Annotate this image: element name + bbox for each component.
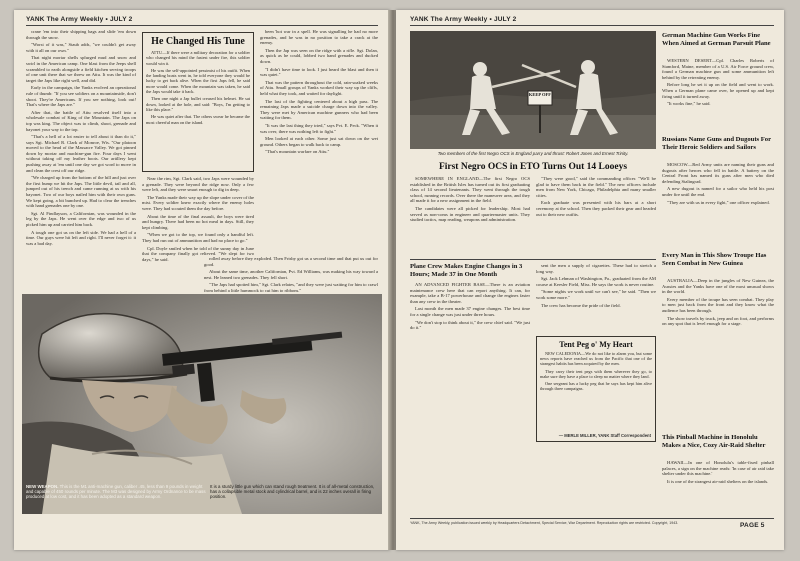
paragraph: Near the rim, Sgt. Clark said, two Japs were wounded by a grenade. They were beyond the ridge now. Only a few were left, and they were smart enough to dig in deep. [142,176,254,193]
caption-text: This is the M1 anti-machine gun, caliber .45, less than 9 pounds in weight and capable of 450 rounds per minute. The M3 was designed by Army Ordnance to be mass produced at low cost, and it has been adopted as a standard weapon. [26,484,206,500]
paragraph: That was the pattern throughout the cold, rain-soaked weeks of Attu. Small groups of Yanks worked their way up the cliffs, held what they took, and waited for daylight. [260,79,378,96]
photo-side-caption: It is a sturdy little gun which can stand rough treatment. It is of all-metal construction, has a collapsible metal stock and cylindrical barrel, and is 22 inches overall in firing position. [210,484,375,500]
paragraph: been 'hot war in a spell. He was signalling he had no more grenades, and he was in no position to take a crack at the enemy. [260,29,378,46]
paragraph: MOSCOW—Red Army units are naming their guns and dugouts after heroes who fell in battle. A battery on the Central Front has named its guns after men who died defending Stalingrad. [662,162,774,184]
paragraph: One sergeant has a lucky peg that he says has kept him alive through three campaigns. [540,381,652,392]
section-rule [410,259,656,260]
plane-column [410,282,530,512]
pinball-column [662,460,774,516]
paragraph: That night mortar shells splurged mud and snow and swirl in the American camp. One blast from the Jeeps shell scrambled to earth alongside a field kitchen serving troops of one unit there that we threw on Attu. It was the kind of target the Japs like right well, and did. [26,55,136,83]
paragraph: About the same time, another Californian, Pvt. Ed Williams, was making his way toward a nest. He leaned two grenades. They fell short. [204,269,378,280]
paragraph: "We charged up from the bottom of the hill and just over the first bump we hit the Japs. The little devil, tail and all, jumped out of his trench and came running at us with his bayonet. Two of our boys nailed him with their own guns. We kept going, a bit bunched up. Had to clear the trenches with hand grenades one by one. [26,175,136,209]
paragraph: NEW CALEDONIA—We do not like to alarm you, but some news reports have reached us from the Pacific that one of the strangest habits has been acquired by the men. [540,351,652,367]
photo-caption [26,484,206,500]
paragraph: He was quiet after that. The others swear he became the most cheerful man on the island. [146,114,250,125]
left-column-1 [26,29,136,251]
box-title: He Changed His Tune [151,36,245,47]
left-header-rule [26,25,378,26]
cigarettes-column [536,263,656,333]
paragraph: HAWAII—In one of Honolulu's table-fixed pinball palaces, a sign on the machine reads: 'In case of air raid take shelter under this machine.' [662,460,774,477]
tent-headline: Tent Peg o' My Heart [559,340,633,349]
right-header-rule [410,25,774,26]
soldier-gun-illustration [22,294,382,514]
bayonet-caption: Two members of the first Negro OCS in England parry and thrust: Robert Jones and Ernest Trinity. [437,151,629,156]
masthead-note: YANK, The Army Weekly, publication issued weekly by Headquarters Detachment, Special Service, War Department. Reproduction rights are restricted. Copyright, 1943. [410,521,679,525]
paragraph: "That's mountain warfare on Attu." [265,149,330,155]
guinea-headline: Every Man in This Show Troupe Has Seen Combat in New Guinea [662,252,767,267]
paragraph: About the time of the final assault, the boys were tired and hungry. There had been no hot meal in days. Still, they kept climbing. [142,213,254,230]
left-column-2 [142,176,254,262]
left-folio: YANK The Army Weekly • JULY 2 [26,16,133,23]
paragraph: sent the men a supply of cigarettes. These had to stretch a long way. [536,263,656,274]
paragraph: "It was the last thing they tried," says Pvt. E. Peck. "When it was over, there was nothing left to fight." [260,122,378,134]
paragraph: The show travels by truck, jeep and on foot, and performs on any spot that is level enough for a stage. [662,315,774,327]
paragraph: Men looked at each other. Some just sat down on the wet ground. Others began to walk back to camp. [260,136,378,147]
soldier-gun-photo [22,294,382,514]
paragraph: Before long he set it up on the field and went to work. When a German plane came over, he opened up and kept firing until it turned away. [662,82,774,99]
paragraph: AUSTRALIA—Deep in the jungles of New Guinea, the Aussies and the Yanks have one of the most unusual shows in the world. [662,278,774,295]
ocs-column-1 [410,176,530,256]
paragraph: Then one night a Jap bullet creased his helmet. He sat down, looked at the hole, and said: "Boys, I'm getting to like this place." [146,96,250,112]
paragraph: They carry their tent pegs with them wherever they go, to make sure they have a place to sleep no matter where they land. [540,368,652,379]
right-page [396,10,784,550]
gun-column [662,58,774,132]
left-column-3 [260,29,378,251]
paragraph: Sgt. Al Findlayson, a Californian, was wounded in the leg by the Japs. He went over the edge and two of us picked him up and carried him back. [26,210,136,227]
paragraph: Then the Jap was seen on the ridge with a rifle. Sgt. Dolan, as quick as he could, lobbed two hand grenades and ducked down. [260,47,378,64]
gun-headline: German Machine Gun Works Fine When Aimed at German Parsuit Plane [662,32,771,47]
pinball-headline: This Pinball Machine in Honolulu Makes a Nice, Cozy Air-Raid Shelter [662,434,766,449]
paragraph: Cpl. Doyle smiled when he told of the sunny day in June that the company finally got relieved. "We slept for two days," he said. [142,245,254,262]
plane-headline: Plane Crew Makes Engine Changes in 3 Hours; Made 37 in One Month [410,263,523,278]
guinea-column [662,278,774,428]
paragraph: "They are with us in every fight," one officer explained. [667,199,770,205]
russia-column [662,162,774,248]
right-folio: YANK The Army Weekly • JULY 2 [410,16,517,23]
tent-body [540,351,652,391]
box-body [146,50,250,125]
ocs-headline: First Negro OCS in ETO Turns Out 14 Looeys [438,162,628,172]
paragraph: A tough one got us on the left side. We had a hell of a time. Our guys were hit left and right. I'll never forget it: it was a bad day. [26,229,136,246]
paragraph: Sgt. Jack Lehman of Washington, Pa., graduated from the AM course at Keesler Field, Miss. He says the work is never routine. [536,276,656,287]
paragraph: "Worst of it was," Staub adds, "we couldn't get away with it all on our own." [26,42,136,53]
paragraph: crane 'em into their shipping bags and slide 'em down through the snow. [26,29,136,40]
paragraph: "They were good," said the commanding officer. "We'll be glad to have them back in the field." The new officers include men from New York, Chicago, Philadelphia and many smaller cities. [536,176,656,198]
paragraph: The candidates were all picked for leadership. Most had served as non-coms in engineer and quartermaster units. They studied tactics, map reading, weapons and administration. [410,205,530,223]
paragraph: AN ADVANCED FIGHTER BASE—There is an aviation maintenance crew here that can report anything. It can, for example, take a B-17 powerhouse and change the engines faster than any crew in the theater. [410,282,530,304]
paragraph: He was the self-appointed pessimist of his outfit. When the landing boats went in, he told everyone they would be lucky to get back alive. When the first Japs fell, he said more would come. When the mountain was taken, he said the Japs would take it back. [146,67,250,95]
paragraph: WESTERN DESERT—Cpl. Charles Roberts of Stamford, Maine, member of a U.S. Air Force ground crew, found a German machine gun and some ammunition left behind by the retreating enemy. [662,58,774,80]
left-column-bottom [204,256,378,293]
paragraph: Early in the campaign, the Yanks evolved an operational rule of thumb: "If you see soldiers on a mountainside, don't shoot. They're Americans. If you see nothing, look out! That's where the Japs are." [26,85,136,108]
bayonet-illustration [410,31,656,149]
tent-byline: — MERLE MILLER, YANK Staff Correspondent [558,433,651,438]
paragraph: "The Japs had spotted him," Sgt. Clark relates, "and they were just waiting for him to crawl from behind a little hummock to cut him to ribbons." [204,282,378,293]
paragraph: The Yanks made their way up the slope under cover of the mist. Every soldier knew exactly where the enemy holes were. They had scouted them the day before. [142,194,254,211]
ocs-column-2 [536,176,656,256]
paragraph: A new dugout is named for a sailor who held his post under fire until the end. [662,186,774,197]
paragraph: "I didn't have time to look. I just heard the blast and then it was quiet." [260,66,378,78]
bayonet-photo [410,31,656,149]
paragraph: SOMEWHERE IN ENGLAND—The first Negro OCS established in the British Isles has turned out its first graduating class of 14 second lieutenants. They went through the tough school, running records. Over there the maneuver area, and they all made it for a new assignment in the field. [410,176,530,204]
paragraph: After that, the battle of Attu resolved itself into a wholesale combat of King of the Mountain. The Japs on top was king. The object was to climb, shoot, grenade and bayonet your way to the top. [26,109,136,132]
footer-rule [410,518,774,519]
paragraph: Last month the men made 37 engine changes. The best time for a single change was just under three hours. [410,306,530,317]
russia-headline: Russians Name Guns and Dugouts For Their Heroic Soldiers and Sailors [662,136,771,151]
paragraph: ATTU—If there were a military decoration for a soldier who changed his mind the fastest under fire, this soldier would win it. [146,50,250,66]
sidebar-box [142,32,254,172]
paragraph: The crew has become the pride of the field. [541,302,621,308]
left-page [14,10,390,550]
paragraph: "Some nights we work until we can't see," he said. "Then we work some more." [536,289,656,300]
keep-off-sign: KEEP OFF [528,92,552,97]
paragraph: "That's a hell of a lot easier to tell about it than do it," says Sgt. Michael R. Clark of Monroe, Wis. "Our platoon moved to the head of the Massacre Valley. We got pinned down by mortar and machine-gun fire. Four days I went without taking off my leather boots. Our artillery kept pushing away at 'em until one day we got word to move in and clean the crest off our ridge. [26,134,136,173]
paragraph: "We don't stop to think about it," the crew chief said. "We just do it." [410,319,530,331]
paragraph: The last of the fighting centered about a high pass. The remaining Japs made a suicide charge down into the valley. They were met by American machine gunners who had been waiting for them. [260,98,378,121]
tent-peg-box [536,336,656,442]
paragraph: It is one of the strangest air-raid shelters on the islands. [667,478,769,484]
paragraph: Each graduate was presented with his bars at a short ceremony at the school. Then they packed their gear and headed out to their new outfits. [536,200,656,217]
paragraph: "It works fine," he said. [667,101,711,107]
caption-title: NEW WEAPON. [26,484,59,489]
paragraph: "When we got to the top, we found only a handful left. They had run out of ammunition and had no place to go." [142,232,254,243]
page-number: PAGE 5 [740,522,765,529]
paragraph: Every member of the troupe has seen combat. They play to men just back from the front and they know what the audience has been through. [662,296,774,313]
paragraph: rolled away before they exploded. Then Frisby got us a second time and that put us out for good. [204,256,378,267]
